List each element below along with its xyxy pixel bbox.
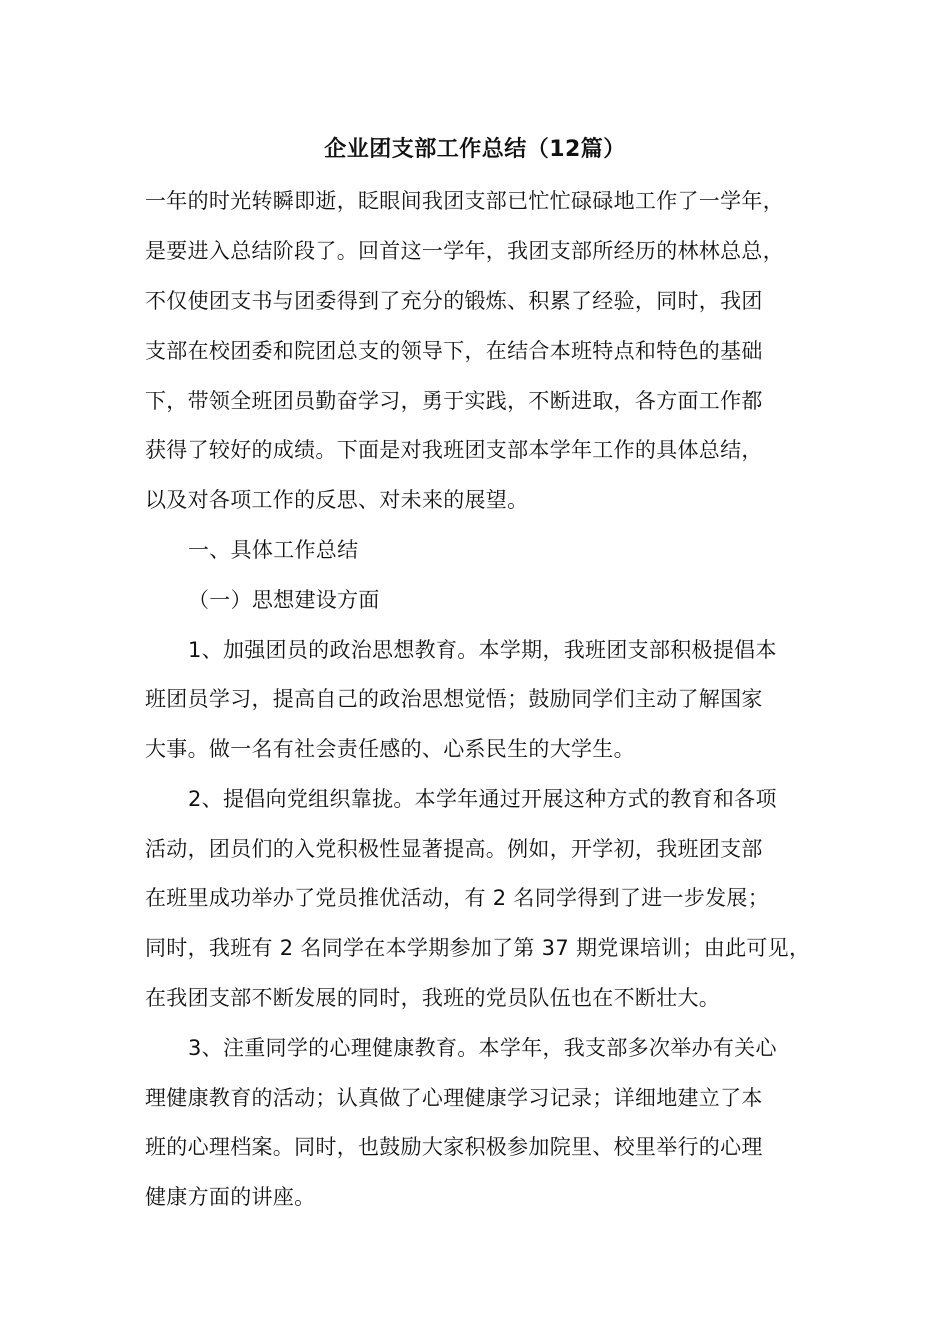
paragraph-line: 是要进入总结阶段了。回首这一学年，我团支部所经历的林林总总，: [145, 239, 784, 263]
paragraph-line: 同时，我班有 2 名同学在本学期参加了第 37 期党课培训；由此可见，: [145, 936, 811, 960]
paragraph-line: 活动，团员们的入党积极性显著提高。例如，开学初，我班团支部: [145, 837, 763, 861]
paragraph-line: 不仅使团支书与团委得到了充分的锻炼、积累了经验，同时，我团: [145, 289, 763, 313]
paragraph-line: 班的心理档案。同时，也鼓励大家积极参加院里、校里举行的心理: [145, 1135, 763, 1159]
paragraph-line: 下，带领全班团员勤奋学习，勇于实践，不断进取，各方面工作都: [145, 389, 763, 413]
paragraph-line: 班团员学习，提高自己的政治思想觉悟；鼓励同学们主动了解国家: [145, 687, 763, 711]
subsection-heading: （一）思想建设方面: [188, 588, 380, 612]
paragraph-line: 理健康教育的活动；认真做了心理健康学习记录；详细地建立了本: [145, 1086, 763, 1110]
paragraph-line: 以及对各项工作的反思、对未来的展望。: [145, 488, 529, 512]
paragraph-line: 大事。做一名有社会责任感的、心系民生的大学生。: [145, 737, 635, 761]
paragraph-line: 1、加强团员的政治思想教育。本学期，我班团支部积极提倡本: [188, 638, 777, 662]
paragraph-line: 一年的时光转瞬即逝，眨眼间我团支部已忙忙碌碌地工作了一学年，: [145, 189, 784, 213]
paragraph-line: 获得了较好的成绩。下面是对我班团支部本学年工作的具体总结，: [145, 438, 763, 462]
paragraph-line: 在我团支部不断发展的同时，我班的党员队伍也在不断壮大。: [145, 986, 721, 1010]
paragraph-line: 2、提倡向党组织靠拢。本学年通过开展这种方式的教育和各项: [188, 787, 777, 811]
paragraph-line: 健康方面的讲座。: [145, 1185, 316, 1209]
paragraph-line: 3、注重同学的心理健康教育。本学年，我支部多次举办有关心: [188, 1036, 777, 1060]
section-heading: 一、具体工作总结: [188, 538, 359, 562]
paragraph-line: 在班里成功举办了党员推优活动，有 2 名同学得到了进一步发展；: [145, 886, 770, 910]
paragraph-line: 支部在校团委和院团总支的领导下，在结合本班特点和特色的基础: [145, 339, 763, 363]
document-title: 企业团支部工作总结（12篇）: [324, 137, 626, 162]
